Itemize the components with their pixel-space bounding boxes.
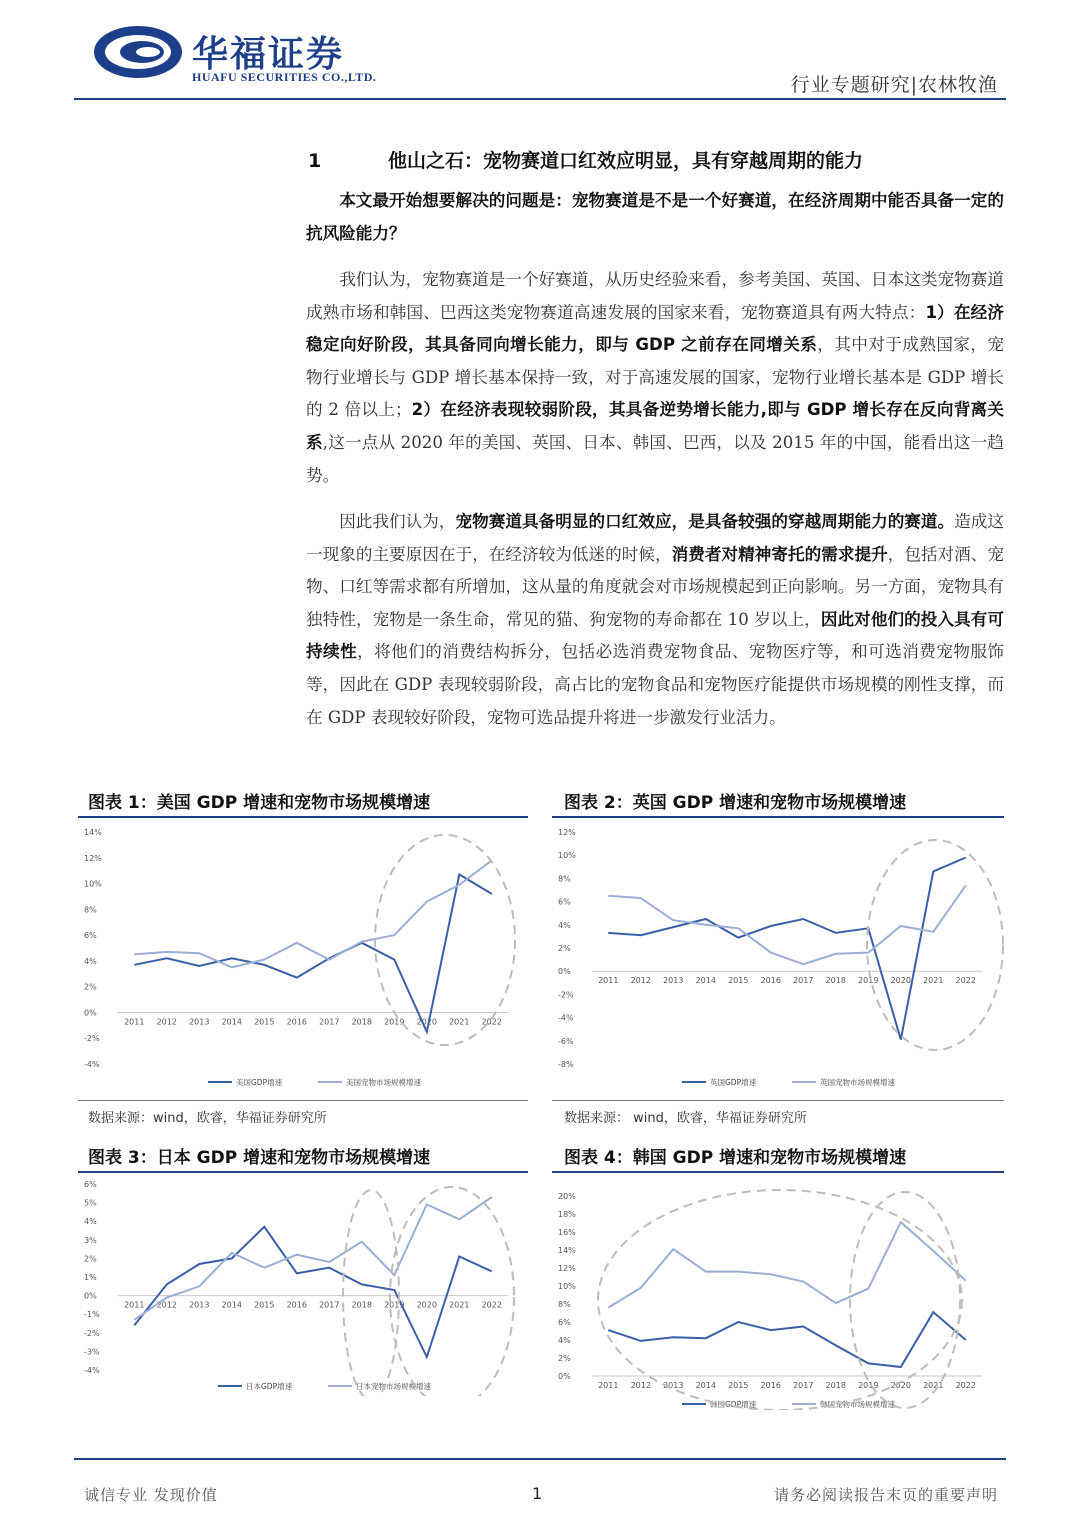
x-tick-label: 2017 [319, 1300, 340, 1310]
x-tick-label: 2016 [760, 1381, 781, 1390]
legend-label: 美国宠物市场规模增速 [346, 1078, 421, 1087]
legend-label: 英国GDP增速 [710, 1078, 757, 1087]
y-tick-label: 6% [558, 897, 571, 907]
legend-label: 英国宠物市场规模增速 [820, 1078, 895, 1087]
y-tick-label: -4% [558, 1013, 574, 1023]
y-tick-label: 6% [84, 931, 97, 941]
x-tick-label: 2021 [923, 976, 944, 986]
x-tick-label: 2015 [728, 1381, 749, 1390]
x-tick-label: 2017 [793, 1381, 814, 1390]
y-tick-label: 8% [558, 874, 571, 884]
x-tick-label: 2021 [449, 1017, 470, 1027]
y-tick-label: -8% [558, 1060, 574, 1069]
y-tick-label: 4% [84, 956, 97, 966]
legend-label: 美国GDP增速 [236, 1078, 283, 1087]
section-title [308, 146, 863, 173]
highlight-ellipse [598, 1190, 962, 1410]
x-tick-label: 2014 [695, 976, 716, 986]
y-tick-label: 18% [558, 1210, 576, 1219]
y-tick-label: 16% [558, 1228, 576, 1237]
text-span: ，其中对于成熟国家，宠物行业增长与 GDP 增长基本保持一致，对于高速发展的国家，宠物行业增长基本是 GDP 增长的 2 倍以上； [306, 335, 1004, 420]
y-tick-label: -4% [84, 1060, 100, 1069]
figure-2-title: 图表 2：英国 GDP 增速和宠物市场规模增速 [564, 793, 907, 813]
y-tick-label: -1% [84, 1310, 100, 1320]
y-tick-label: 8% [84, 905, 97, 915]
x-tick-label: 2021 [923, 1381, 944, 1390]
y-tick-label: 6% [84, 1180, 97, 1189]
x-tick-label: 2012 [630, 976, 651, 986]
text-span: 造成这一现象的主要原因在于，在经济较为低迷的时候， [306, 512, 1005, 564]
figure-4-title: 图表 4：韩国 GDP 增速和宠物市场规模增速 [564, 1148, 907, 1168]
legend-label: 韩国宠物市场规模增速 [820, 1400, 895, 1409]
y-tick-label: 4% [84, 1217, 97, 1227]
japan-chart [78, 1174, 528, 1400]
x-tick-label: 2013 [663, 976, 684, 986]
figure-1-source: 数据来源：wind，欧睿，华福证券研究所 [88, 1111, 327, 1126]
legend-label: 韩国GDP增速 [710, 1400, 757, 1409]
x-tick-label: 2016 [286, 1300, 307, 1310]
x-tick-label: 2022 [481, 1300, 502, 1310]
x-tick-label: 2012 [156, 1300, 177, 1310]
paragraph-lipstick-effect [306, 506, 1004, 734]
series-line-gdp [608, 1312, 966, 1367]
y-tick-label: 0% [558, 967, 571, 977]
company-name-en: HUAFU SECURITIES CO.,LTD. [192, 70, 377, 84]
jp-chart-svg [78, 1174, 528, 1396]
us-chart-svg [78, 820, 528, 1095]
question-text: 本文最开始想要解决的问题是：宠物赛道是不是一个好赛道，在经济周期中能否具备一定的抗风险能力？ [306, 191, 1004, 243]
x-tick-label: 2014 [221, 1017, 242, 1027]
footer-slogan: 诚信专业 发现价值 [84, 1486, 218, 1504]
y-tick-label: 0% [84, 1008, 97, 1018]
x-tick-label: 2022 [955, 1381, 976, 1390]
section-number: 1 [308, 150, 322, 172]
x-tick-label: 2020 [890, 1381, 911, 1390]
y-tick-label: -2% [84, 1034, 100, 1044]
y-tick-label: 2% [558, 1354, 571, 1363]
figure-3-rule [78, 1171, 528, 1173]
y-tick-label: -2% [558, 990, 574, 1000]
x-tick-label: 2018 [825, 1381, 846, 1390]
x-tick-label: 2015 [728, 976, 749, 986]
x-tick-label: 2021 [449, 1300, 470, 1310]
y-tick-label: 4% [558, 1336, 571, 1345]
highlight-ellipse [343, 1190, 399, 1396]
y-tick-label: 10% [84, 879, 102, 889]
footer-disclaimer: 请务必阅读报告末页的重要声明 [773, 1486, 998, 1504]
y-tick-label: 3% [84, 1235, 97, 1245]
page-number: 1 [532, 1484, 543, 1503]
x-tick-label: 2012 [630, 1381, 651, 1390]
x-tick-label: 2018 [825, 976, 846, 986]
figure-2-source: 数据来源： wind，欧睿，华福证券研究所 [564, 1111, 807, 1126]
series-line-pet [134, 1197, 492, 1320]
korea-chart [552, 1174, 1004, 1414]
huafu-logo-icon [92, 24, 184, 80]
y-tick-label: 2% [84, 982, 97, 992]
y-tick-label: 1% [84, 1273, 97, 1282]
y-tick-label: -6% [558, 1036, 574, 1046]
header-divider [74, 98, 1006, 100]
y-tick-label: 14% [84, 828, 102, 837]
bold-span: 消费者对精神寄托的需求提升 [671, 544, 888, 564]
series-line-pet [608, 885, 966, 964]
text-span: 因此我们认为， [339, 512, 456, 531]
figure-1-bottom-rule [78, 1100, 528, 1101]
y-tick-label: -2% [84, 1328, 100, 1338]
figure-4-rule [552, 1171, 1004, 1173]
x-tick-label: 2022 [955, 976, 976, 986]
y-tick-label: 8% [558, 1300, 571, 1309]
text-span: ，包括对酒、宠物、口红等需求都有所增加，这从量的角度就会对市场规模起到正向影响。另一方面，宠物具有独特性，宠物是一条生命，常见的猫、狗宠物的寿命都在 10 岁以上， [306, 544, 1005, 629]
x-tick-label: 2013 [663, 1381, 684, 1390]
kr-chart-svg [552, 1174, 1004, 1410]
y-tick-label: -4% [84, 1366, 100, 1375]
x-tick-label: 2022 [481, 1017, 502, 1027]
series-line-gdp [134, 1227, 492, 1357]
bold-span: 1）在经济稳定向好阶段，其具备同向增长能力，即与 GDP 之前存在同增关系 [306, 302, 1005, 355]
text-span: ,这一点从 2020 年的美国、英国、日本、韩国、巴西，以及 2015 年的中国，能看出这一趋势。 [306, 432, 1004, 485]
uk-chart [552, 820, 1004, 1099]
paragraph-features [306, 264, 1004, 492]
x-tick-label: 2016 [760, 976, 781, 986]
legend-label: 日本GDP增速 [246, 1382, 293, 1391]
x-tick-label: 2016 [286, 1017, 307, 1027]
y-tick-label: 6% [558, 1318, 571, 1327]
x-tick-label: 2011 [124, 1017, 145, 1027]
y-tick-label: 2% [84, 1254, 97, 1264]
series-line-gdp [608, 858, 966, 1040]
highlight-ellipse [390, 1187, 514, 1396]
y-tick-label: 4% [558, 920, 571, 930]
y-tick-label: 10% [558, 851, 576, 861]
x-tick-label: 2013 [189, 1017, 210, 1027]
y-tick-label: 2% [558, 944, 571, 953]
y-tick-label: -3% [84, 1347, 100, 1357]
y-tick-label: 5% [84, 1198, 97, 1208]
figure-2-bottom-rule [552, 1100, 1004, 1101]
bold-span: 宠物赛道具备明显的口红效应，是具备较强的穿越周期能力的赛道。 [455, 512, 955, 531]
page-header [0, 0, 1080, 104]
figure-1-title: 图表 1：美国 GDP 增速和宠物市场规模增速 [88, 793, 431, 813]
paragraph-question [306, 185, 1004, 250]
uk-chart-svg [552, 820, 1004, 1095]
text-span: 我们认为，宠物赛道是一个好赛道，从历史经验来看，参考美国、英国、日本这类宠物赛道成熟市场和韩国、巴西这类宠物赛道高速发展的国家来看，宠物赛道具有两大特点： [306, 270, 1004, 322]
section-title-text: 他山之石：宠物赛道口红效应明显，具有穿越周期的能力 [388, 150, 864, 172]
y-tick-label: 10% [558, 1282, 576, 1291]
x-tick-label: 2018 [351, 1017, 372, 1027]
x-tick-label: 2011 [598, 1381, 619, 1390]
x-tick-label: 2011 [598, 976, 619, 986]
bold-span: 因此对他们的投入具有可持续性 [306, 609, 1005, 662]
figure-3-title: 图表 3：日本 GDP 增速和宠物市场规模增速 [88, 1148, 431, 1168]
x-tick-label: 2011 [124, 1300, 145, 1310]
y-tick-label: 12% [558, 1264, 576, 1273]
y-tick-label: 20% [558, 1192, 576, 1201]
legend-label: 日本宠物市场规模增速 [356, 1382, 431, 1391]
text-span: ，将他们的消费结构拆分，包括必选消费宠物食品、宠物医疗等，和可选消费宠物服饰等，因此在 GDP 表现较弱阶段，高占比的宠物食品和宠物医疗能提供市场规模的刚性支撑，而在 GDP 表现较好阶段，宠物可选品提升将进一步激发行业活力。 [306, 642, 1005, 727]
x-tick-label: 2020 [890, 976, 911, 986]
x-tick-label: 2018 [351, 1300, 372, 1310]
bold-span: 2）在经济表现较弱阶段，其具备逆势增长能力,即与 GDP 增长存在反向背离关系 [306, 400, 1005, 452]
figure-2-rule [552, 816, 1004, 818]
footer-divider [74, 1458, 1006, 1460]
x-tick-label: 2020 [416, 1300, 437, 1310]
x-tick-label: 2017 [793, 976, 814, 986]
x-tick-label: 2015 [254, 1300, 275, 1310]
us-chart [78, 820, 528, 1099]
y-tick-label: 12% [558, 828, 576, 837]
figure-1-rule [78, 816, 528, 818]
x-tick-label: 2019 [384, 1300, 405, 1310]
y-tick-label: 0% [558, 1372, 571, 1381]
y-tick-label: 14% [558, 1246, 576, 1255]
series-line-pet [134, 860, 492, 967]
x-tick-label: 2019 [384, 1017, 405, 1027]
report-type: 行业专题研究|农林牧渔 [790, 74, 998, 96]
company-name-cn: 华福证券 [192, 34, 345, 75]
x-tick-label: 2019 [858, 1381, 879, 1390]
y-tick-label: 0% [84, 1291, 97, 1301]
x-tick-label: 2020 [416, 1017, 437, 1027]
x-tick-label: 2015 [254, 1017, 275, 1027]
x-tick-label: 2019 [858, 976, 879, 986]
x-tick-label: 2017 [319, 1017, 340, 1027]
y-tick-label: 12% [84, 853, 102, 863]
series-line-pet [608, 1222, 966, 1308]
x-tick-label: 2013 [189, 1300, 210, 1310]
x-tick-label: 2012 [156, 1017, 177, 1027]
x-tick-label: 2014 [221, 1300, 242, 1310]
x-tick-label: 2014 [695, 1381, 716, 1390]
